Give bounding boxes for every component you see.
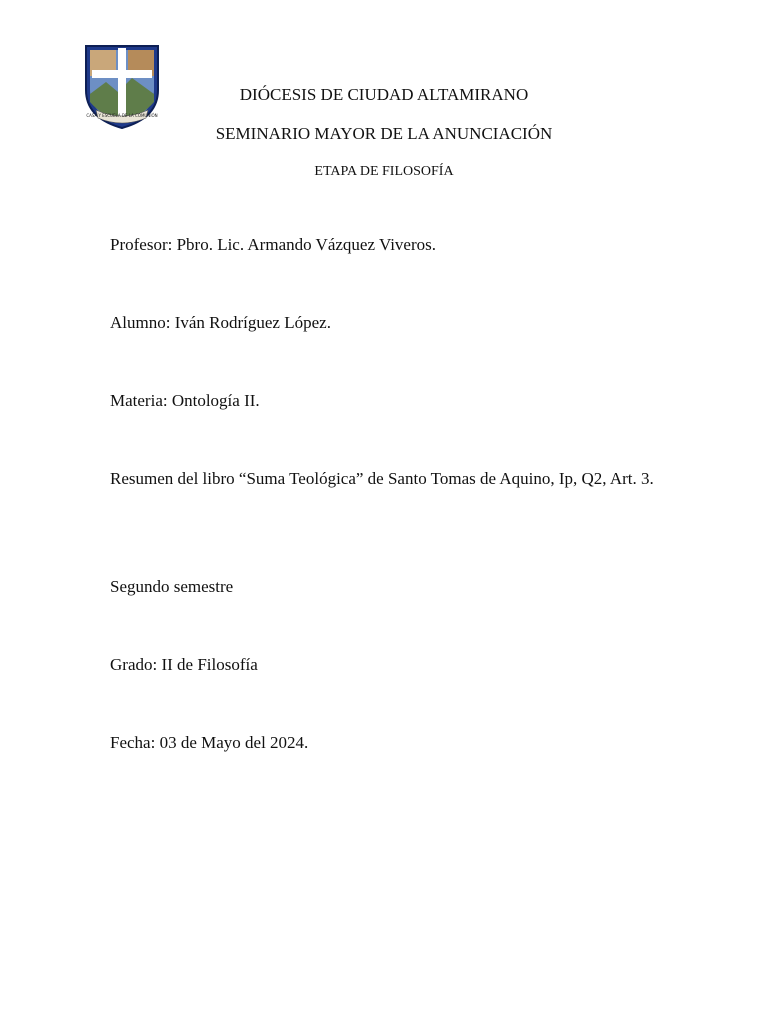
fecha-line: Fecha: 03 de Mayo del 2024.	[110, 733, 309, 752]
semestre-line: Segundo semestre	[110, 577, 234, 596]
stage-title: ETAPA DE FILOSOFÍA	[314, 164, 454, 179]
alumno-line: Alumno: Iván Rodríguez López.	[110, 313, 331, 332]
grado-line: Grado: II de Filosofía	[110, 655, 258, 674]
resumen-line: Resumen del libro “Suma Teológica” de Santo Tomas de Aquino, Ip, Q2, Art. 3.	[110, 469, 654, 488]
svg-text:CASA Y ESCUELA DE LA COMUNIÓN: CASA Y ESCUELA DE LA COMUNIÓN	[86, 113, 158, 118]
seminary-title: SEMINARIO MAYOR DE LA ANUNCIACIÓN	[215, 124, 553, 143]
diocese-title: DIÓCESIS DE CIUDAD ALTAMIRANO	[239, 85, 529, 104]
profesor-line: Profesor: Pbro. Lic. Armando Vázquez Viveros.	[110, 235, 437, 254]
materia-line: Materia: Ontología II.	[110, 391, 260, 410]
